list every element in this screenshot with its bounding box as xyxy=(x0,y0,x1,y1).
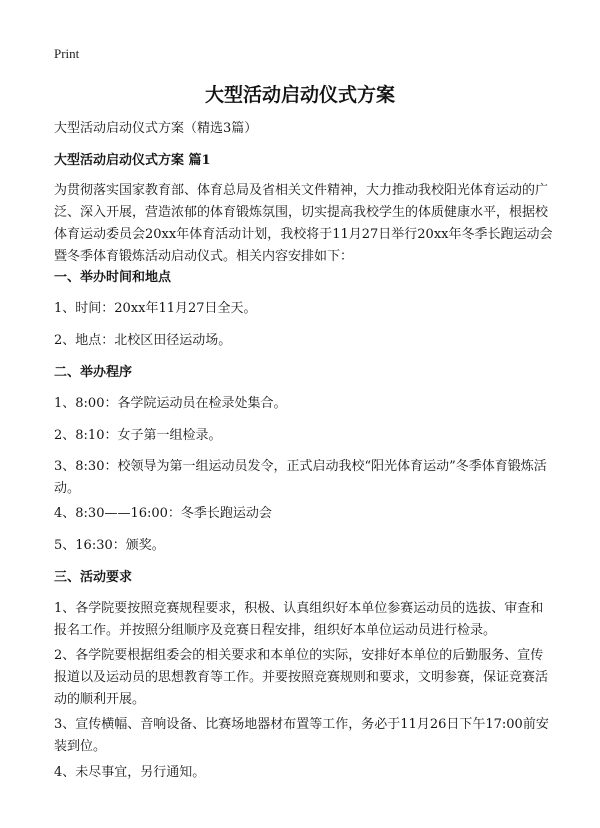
heading-requirements: 三、活动要求 xyxy=(54,570,133,585)
time-item: 1、时间：20xx年11月27日全天。 xyxy=(54,301,257,316)
procedure-step-4: 4、8:30——16:00：冬季长跑运动会 xyxy=(54,506,272,521)
place-item: 2、地点：北校区田径运动场。 xyxy=(54,333,232,348)
section-title: 大型活动启动仪式方案 篇1 xyxy=(54,153,211,168)
heading-procedure: 二、举办程序 xyxy=(54,365,133,380)
print-label: Print xyxy=(54,46,80,61)
procedure-step-5: 5、16:30：颁奖。 xyxy=(54,538,165,553)
procedure-step-2: 2、8:10：女子第一组检录。 xyxy=(54,428,222,443)
document-title: 大型活动启动仪式方案 xyxy=(204,84,395,106)
document-subtitle: 大型活动启动仪式方案（精选3篇） xyxy=(54,121,258,136)
intro-paragraph: 为贯彻落实国家教育部、体育总局及省相关文件精神，大力推动我校阳光体育运动的广泛、深入开展，营造浓郁的体育锻炼氛围，切实提高我校学生的体质健康水平，根据校体育运动委员会20xx年体育活动计划，我校将于11月27日举行20xx年冬季长跑运动会暨冬季体育锻炼活动启动仪式。相关内容安排如下： xyxy=(54,183,553,264)
procedure-step-3: 3、8:30：校领导为第一组运动员发令，正式启动我校“阳光体育运动”冬季体育锻炼活动。 xyxy=(54,459,547,496)
requirement-2: 2、各学院要根据组委会的相关要求和本单位的实际，安排好本单位的后勤服务、宣传报道以及运动员的思想教育等工作。并要按照竞赛规则和要求，文明参赛，保证竞赛活动的顺利开展。 xyxy=(54,648,549,707)
procedure-step-1: 1、8:00：各学院运动员在检录处集合。 xyxy=(54,396,287,411)
requirement-3: 3、宣传横幅、音响设备、比赛场地器材布置等工作，务必于11月26日下午17:00前安装到位。 xyxy=(54,717,549,754)
requirement-1: 1、各学院要按照竞赛规程要求，积极、认真组织好本单位参赛运动员的选拔、审查和报名工作。并按照分组顺序及竞赛日程安排，组织好本单位运动员进行检录。 xyxy=(54,601,544,638)
heading-time-place: 一、举办时间和地点 xyxy=(54,270,172,285)
requirement-4: 4、未尽事宜，另行通知。 xyxy=(54,765,206,780)
